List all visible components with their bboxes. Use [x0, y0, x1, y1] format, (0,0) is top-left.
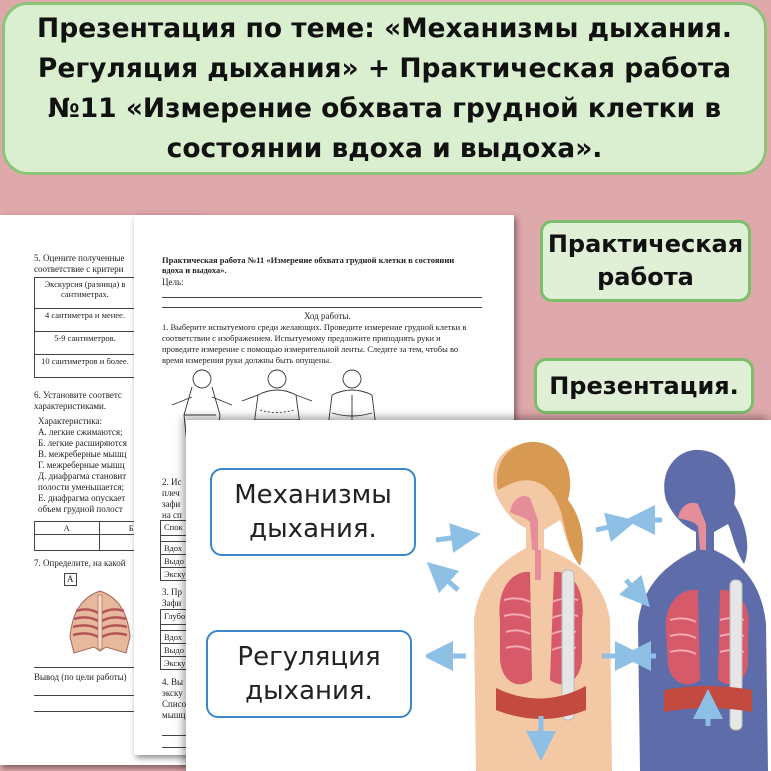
presentation-slide — [186, 420, 771, 771]
question-5-text: 5. Оцените полученные — [34, 253, 125, 263]
conclusion-text: Вывод (по цели работы) — [34, 672, 127, 682]
table-cell: Выдо — [161, 555, 220, 568]
characteristic-item: Д. диафрагма становит — [38, 471, 127, 481]
table-cell: Экскурсия (разница) в сантиметрах. — [35, 278, 136, 309]
table-cell: Спок — [161, 521, 220, 536]
characteristic-item: объем грудной полост — [38, 504, 123, 514]
question-6-text: 6. Установите соответс — [34, 390, 122, 400]
side-fragment: на сп — [162, 510, 182, 520]
side-fragment: 4. Вы — [162, 677, 184, 687]
goal-label: Цель: — [162, 277, 184, 287]
question-7-text: 7. Определите, на какой — [34, 558, 126, 568]
side-fragment: Списо — [162, 699, 187, 709]
figure-label-a: А — [64, 573, 77, 586]
side-fragment: Зафи — [162, 598, 182, 608]
side-fragment: экску — [162, 688, 183, 698]
answer-col-header: А — [35, 522, 100, 535]
table-cell: Выдо — [161, 644, 220, 657]
table-cell: 4 сантиметра и менее. — [35, 309, 136, 332]
characteristics-title: Характеристика: — [38, 416, 102, 426]
goal-line — [162, 297, 482, 298]
respiratory-system-illustration — [426, 420, 771, 771]
characteristic-item: Г. межреберные мышц — [38, 460, 125, 470]
answer-col-header: Б — [99, 522, 164, 535]
title-banner — [2, 2, 767, 175]
side-fragment: зафи — [162, 499, 181, 509]
table-cell: Глубо — [161, 610, 220, 625]
side-fragment: 2. Ис — [162, 477, 182, 487]
question-5-text-cont: соответствие с критери — [34, 264, 124, 274]
procedure-title: Ход работы. — [304, 311, 351, 321]
mechanisms-label: Механизмы дыхания. — [210, 468, 416, 556]
ribcage-illustration — [60, 587, 140, 657]
table-cell: Экску — [161, 657, 220, 670]
table-cell: Вдох — [161, 631, 220, 644]
presentation-badge: Презентация. — [534, 358, 754, 414]
question-6-text-cont: характеристиками. — [34, 401, 107, 411]
characteristic-item: А. легкие сжимаются; — [38, 427, 123, 437]
side-fragment: мышц — [162, 710, 186, 720]
characteristic-item: полости уменьшается; — [38, 482, 124, 492]
table-cell: Вдох — [161, 542, 220, 555]
practical-work-badge: Практическая работа — [540, 220, 751, 302]
table-cell: Экску — [161, 568, 220, 581]
side-fragment: 3. Пр — [162, 587, 182, 597]
table-cell: 10 сантиметров и более. — [35, 355, 136, 378]
characteristic-item: Б. легкие расширяются — [38, 438, 127, 448]
worksheet-heading: Практическая работа №11 «Измерение обхвата грудной клетки в состоянии вдоха и выдоха». — [162, 255, 455, 275]
regulation-label: Регуляция дыхания. — [206, 630, 412, 718]
characteristic-item: В. межреберные мышц — [38, 449, 127, 459]
exhale-figure — [638, 450, 768, 771]
goal-line — [162, 307, 482, 308]
table-cell: 5-9 сантиметров. — [35, 332, 136, 355]
characteristic-item: Е. диафрагма опускает — [38, 493, 126, 503]
step-1-text: 1. Выберите испытуемого среди желающих. Проведите измерение грудной клетки в соответствии с изображением. Испытуемому предложите приподнять руки и проведите измерение с помощью измерительной ленты. Следите за тем, чтобы во время измерения руки должны быть опущены. — [162, 322, 467, 365]
side-fragment: плеч — [162, 488, 180, 498]
page-title: Презентация по теме: «Механизмы дыхания. Регуляция дыхания» + Практическая работа №11 «Измерение обхвата грудной клетки в состоянии вдоха и выдоха». — [37, 12, 732, 164]
